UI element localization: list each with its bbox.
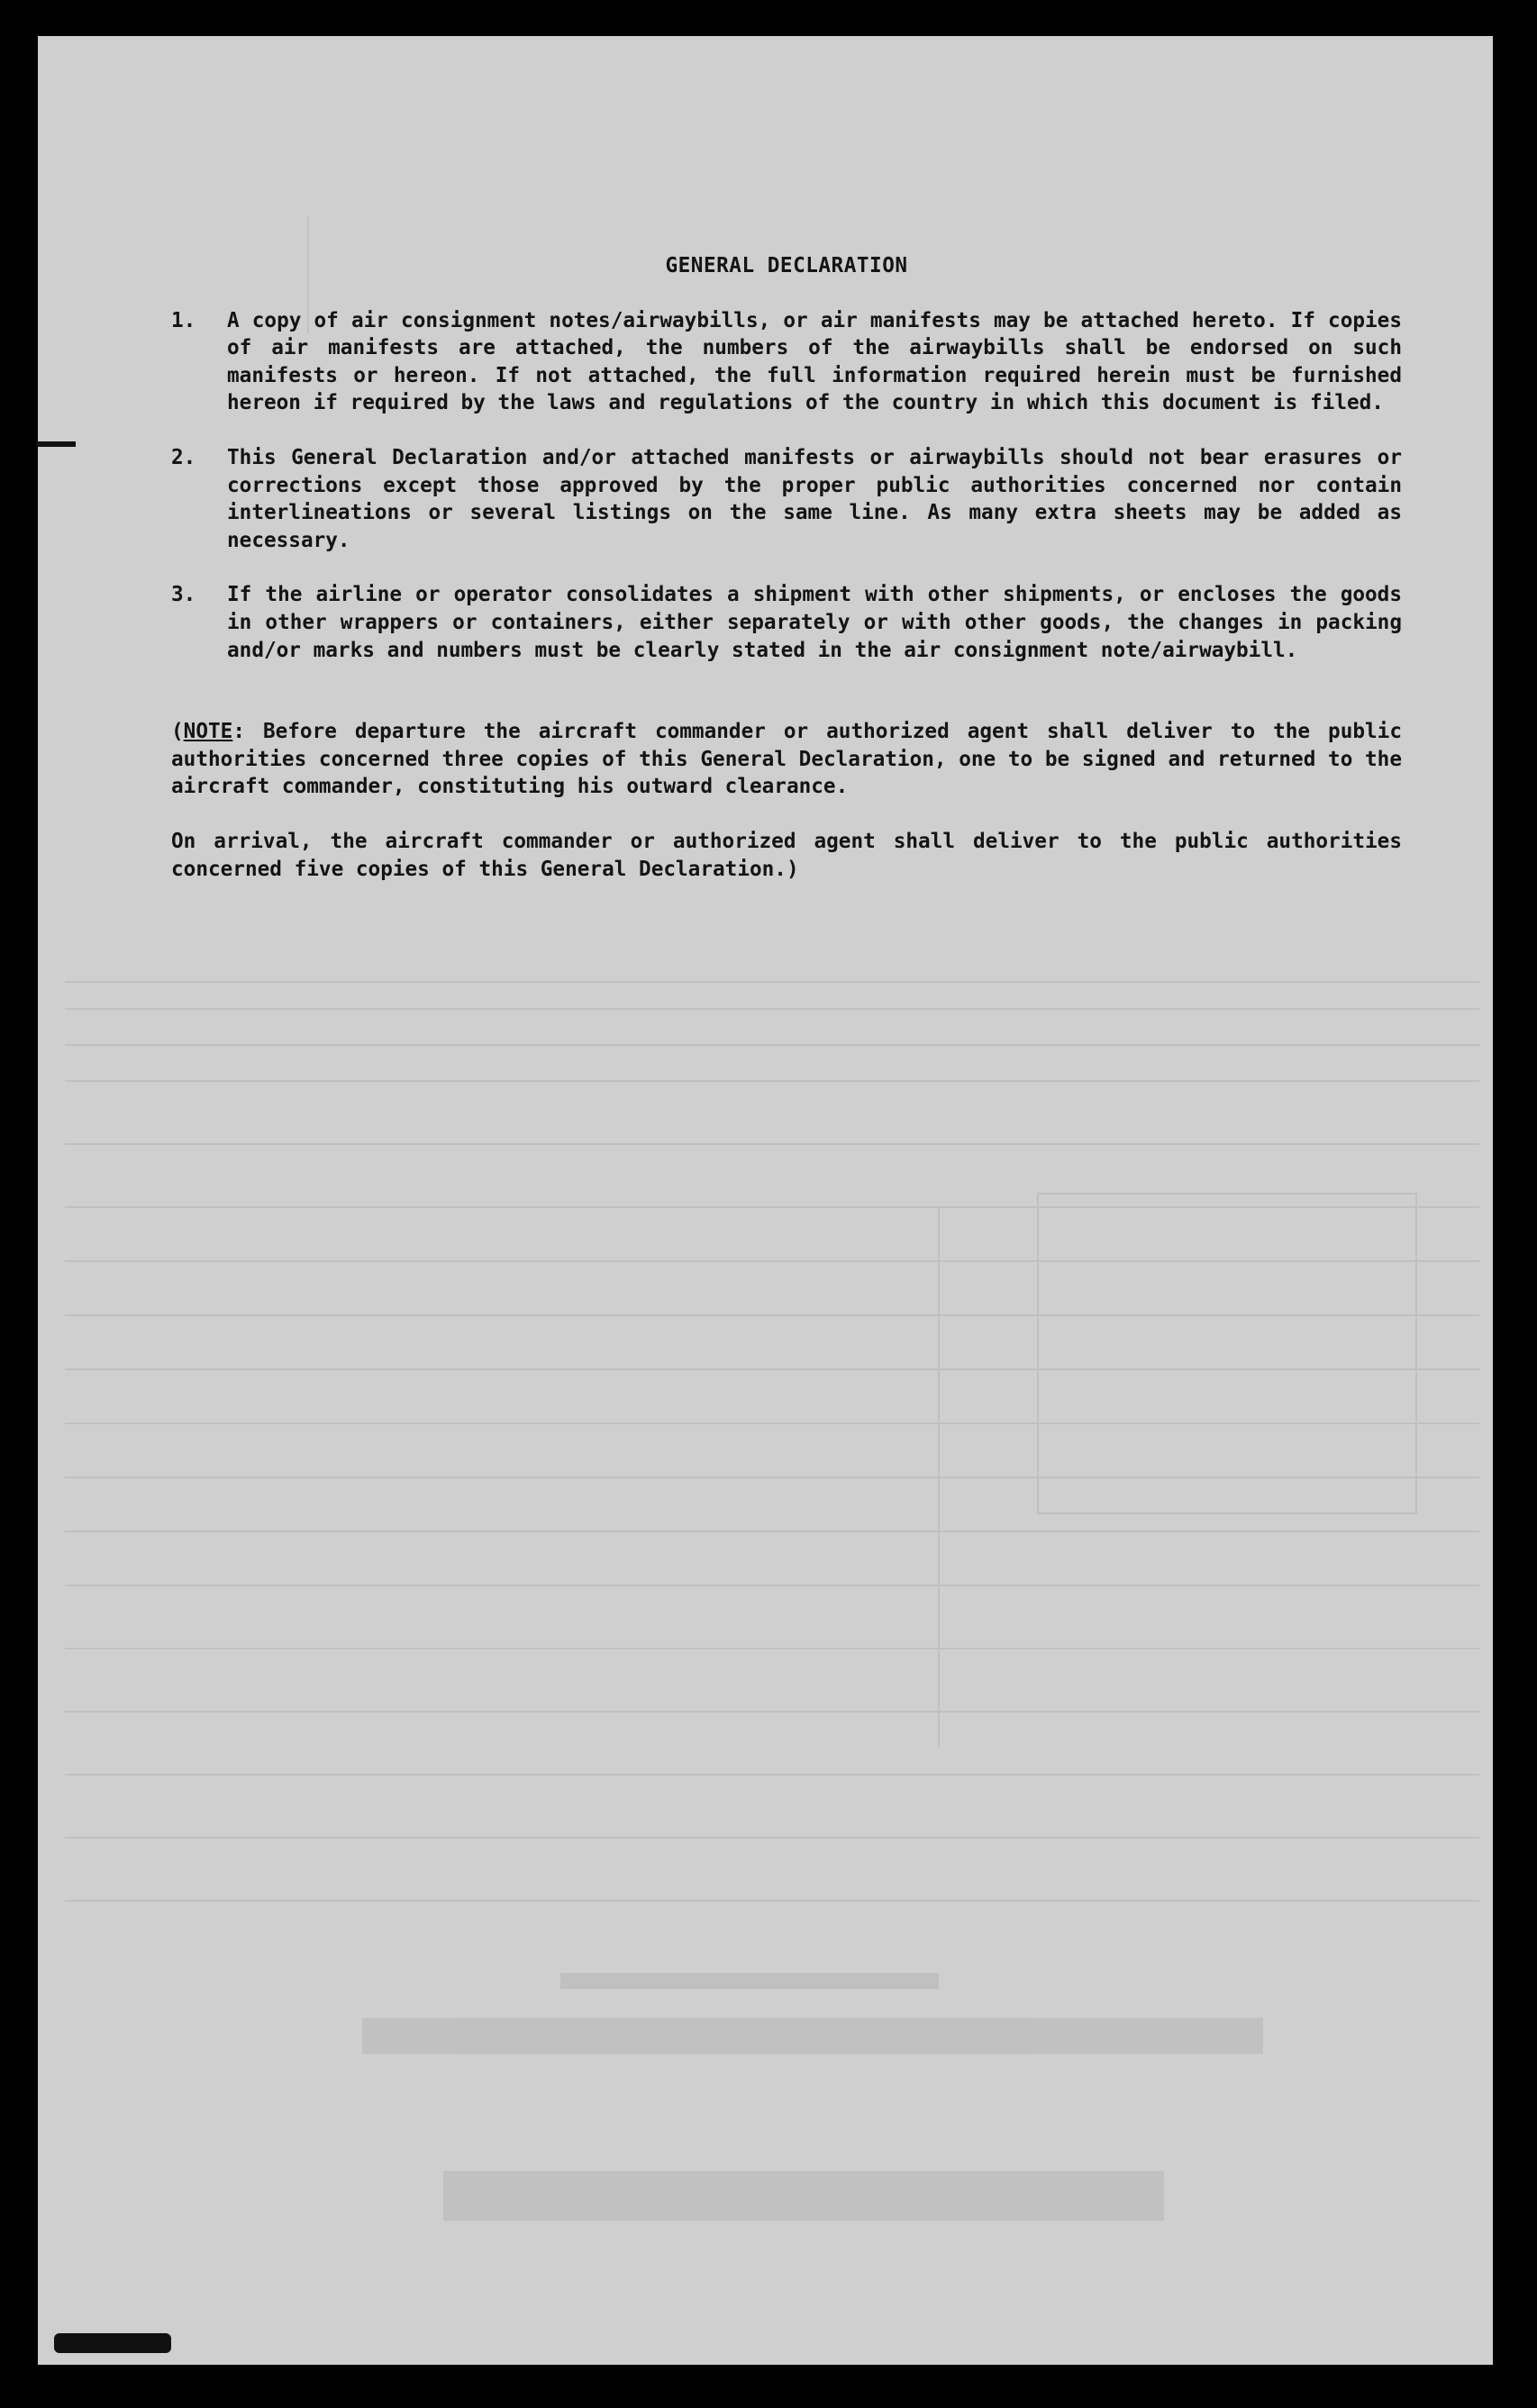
document-title: GENERAL DECLARATION [665, 254, 908, 277]
note-open-paren: ( [171, 720, 184, 744]
scan-mark-left [36, 441, 76, 447]
scan-mark-bottom-left [54, 2333, 171, 2353]
item-text: If the airline or operator consolidates a shipment with other shipments, or encloses the goods in other wrappers or containers, either separately or with other goods, the changes in packing and/or marks and numbers must be clearly stated in the air consignment note/airwaybill. [227, 583, 1402, 662]
note-text: : Before departure the aircraft commander or authorized agent shall deliver to the public authorities concerned three copies of this General Declaration, one to be signed and returned to the aircraft commander, constituting his outward clearance. [171, 720, 1402, 799]
item-text: A copy of air consignment notes/airwaybills, or air manifests may be attached hereto. If copies of air manifests are attached, the numbers of the airwaybills shall be endorsed on such manifests or hereon. If not attached, the full information required herein must be furnished hereon if required by the laws and regulations of the country in which this document is filed. [227, 308, 1402, 415]
declaration-item-1 [171, 307, 1402, 417]
declaration-text [171, 252, 1402, 883]
item-number: 1. [171, 308, 196, 332]
item-text: This General Declaration and/or attached manifests or airwaybills should not bear erasures or corrections except those approved by the proper public authorities concerned nor contain interlineations or several listings on the same line. As many extra sheets may be added as necessary. [227, 445, 1402, 552]
item-number: 3. [171, 583, 196, 607]
arrival-note: On arrival, the aircraft commander or authorized agent shall deliver to the public authorities concerned five copies of this General Declaration.) [171, 829, 1402, 881]
declaration-item-2 [171, 444, 1402, 554]
item-number: 2. [171, 445, 196, 469]
note-label: NOTE [183, 720, 233, 744]
declaration-item-3 [171, 581, 1402, 664]
departure-note [171, 691, 1402, 801]
document-page [38, 36, 1493, 2365]
